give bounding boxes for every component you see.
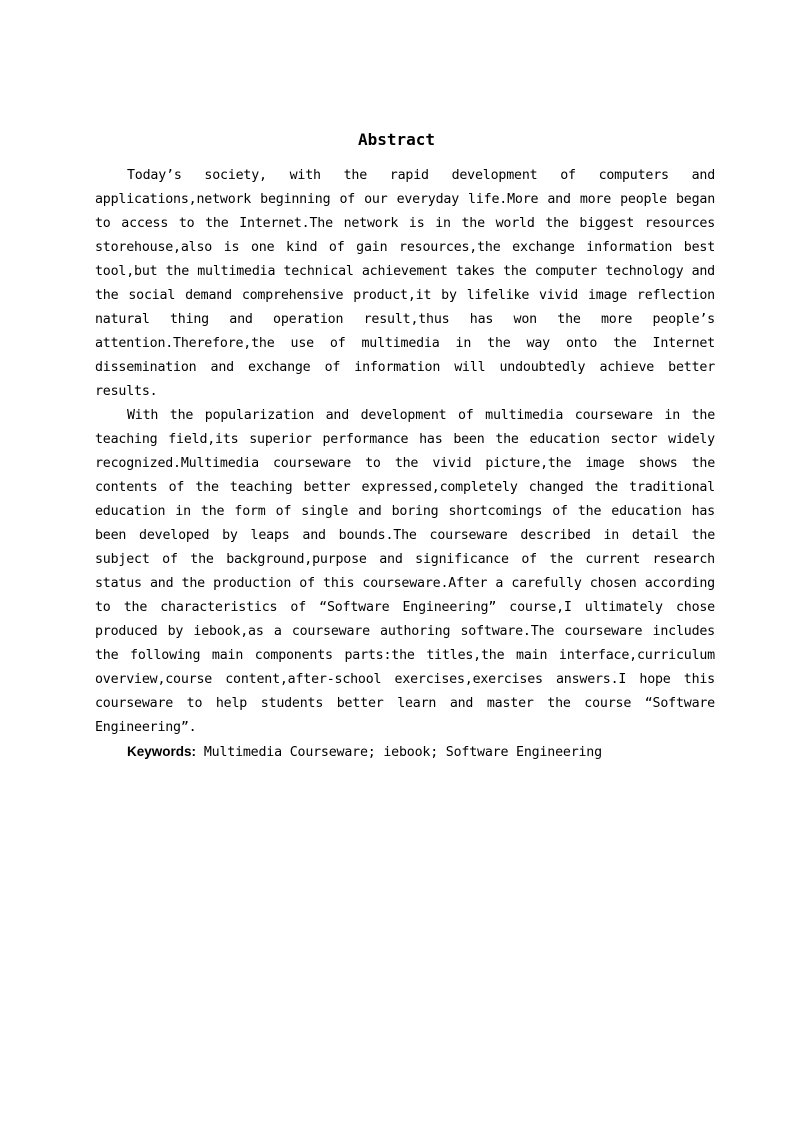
abstract-paragraph-1: Today’s society, with the rapid development of computers and applications,network beginning of our everyday life.More and more people began to access to the Internet.The network is in the world the biggest resources storehouse,also is one kind of gain resources,the exchange information best tool,but the multimedia technical achievement takes the computer technology and the social demand comprehensive product,it by lifelike vivid image reflection natural thing and operation result,thus has won the more people’s attention.Therefore,the use of multimedia in the way onto the Internet dissemination and exchange of information will undoubtedly achieve better results. (95, 168, 715, 399)
abstract-title: Abstract (357, 130, 436, 149)
keywords-text: Multimedia Courseware; iebook; Software Engineering (203, 745, 602, 760)
abstract-paragraph-2: With the popularization and development of multimedia courseware in the teaching field,its superior performance has been the education sector widely recognized.Multimedia courseware to the vivid picture,the image shows the contents of the teaching better expressed,completely changed the traditional education in the form of single and boring shortcomings of the education has been developed by leaps and bounds.The courseware described in detail the subject of the background,purpose and significance of the current research status and the production of this courseware.After a carefully chosen according to the characteristics of “Software Engineering” course,I ultimately chose produced by iebook,as a courseware authoring software.The courseware includes the following main components parts:the titles,the main interface,curriculum overview,course content,after-school exercises,exercises answers.I hope this courseware to help students better learn and master the course “Software Engineering”. (95, 408, 715, 735)
keywords-label: Keywords: (127, 744, 197, 759)
keywords-line (95, 740, 715, 765)
abstract-body (95, 164, 715, 765)
